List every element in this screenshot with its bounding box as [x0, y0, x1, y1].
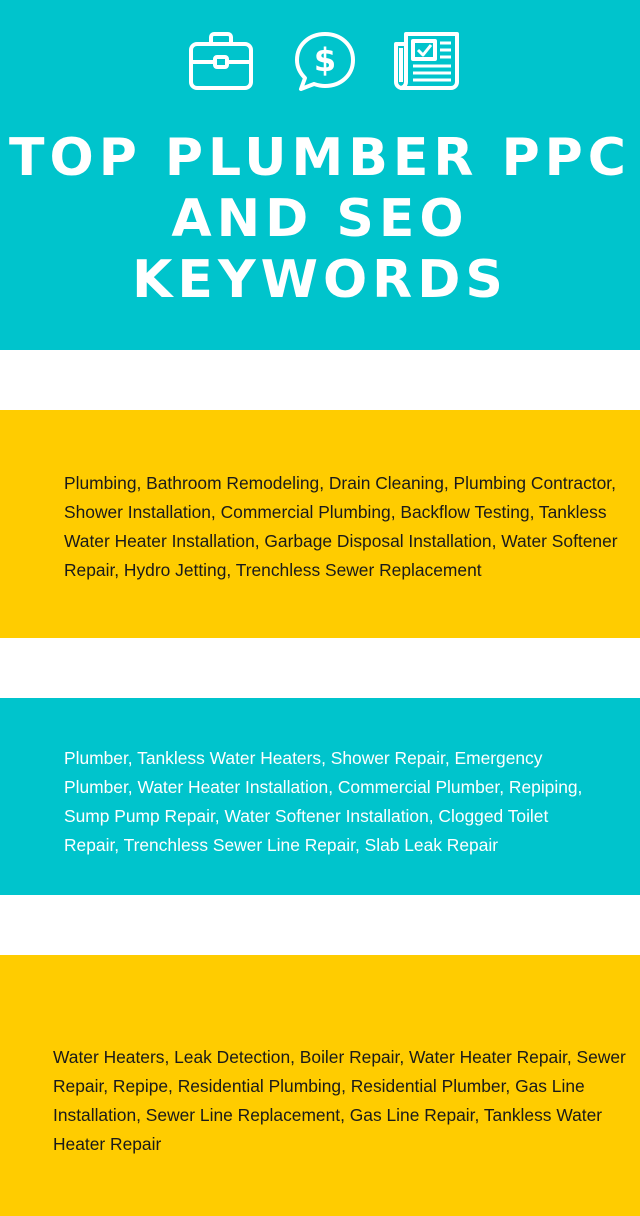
- dollar-speech-bubble-icon: [292, 30, 358, 92]
- header-banner: [0, 0, 640, 350]
- newspaper-icon: [394, 30, 460, 92]
- keyword-section-1: [0, 410, 640, 638]
- keyword-list-2: Plumber, Tankless Water Heaters, Shower Repair, Emergency Plumber, Water Heater Installation, Commercial Plumber, Repiping, Sump Pump Repair, Water Softener Installation, Clogged Toilet Repair, Trenchless Sewer Line Repair, Slab Leak Repair: [64, 748, 583, 855]
- page-title: TOP PLUMBER PPC AND SEO KEYWORDS: [9, 128, 631, 310]
- icon-row: [0, 30, 640, 94]
- keyword-list-1: Plumbing, Bathroom Remodeling, Drain Cleaning, Plumbing Contractor, Shower Installation, Commercial Plumbing, Backflow Testing, Tankless Water Heater Installation, Garbage Disposal Installation, Water Softener Repair, Hydro Jetting, Trenchless Sewer Replacement: [64, 473, 618, 580]
- keyword-list-3: Water Heaters, Leak Detection, Boiler Repair, Water Heater Repair, Sewer Repair, Repipe, Residential Plumbing, Residential Plumber, Gas Line Installation, Sewer Line Replacement, Gas Line Repair, Tankless Water Heater Repair: [53, 1047, 626, 1154]
- keyword-section-2: [0, 698, 640, 895]
- briefcase-icon: [188, 30, 254, 92]
- svg-text:$: $: [313, 41, 337, 79]
- keyword-section-3: [0, 955, 640, 1216]
